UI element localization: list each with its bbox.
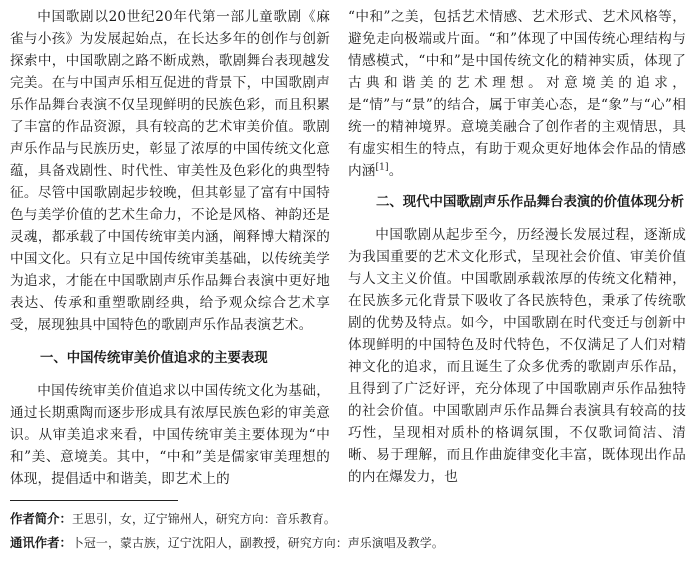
footnote-divider	[10, 500, 178, 501]
section-two-heading: 二、现代中国歌剧声乐作品舞台表演的价值体现分析	[376, 195, 684, 210]
section-one-paragraph: 中国传统审美价值追求以中国传统文化为基础，通过长期熏陶而逐步形成具有浓厚民族色彩的审美意识。从审美追求来看，中国传统审美主要体现为“中和”美、意境美。其中，“中和”美是儒家审美理想的体现，提倡适中和谐美，即艺术上的	[10, 383, 330, 487]
section-one-heading: 一、中国传统审美价值追求的主要表现	[40, 351, 268, 366]
continued-paragraph	[348, 6, 686, 182]
intro-paragraph: 中国歌剧以20世纪20年代第一部儿童歌剧《麻雀与小孩》为发展起始点，在长达多年的创作与创新探索中，中国歌剧之路不断成熟，歌剧舞台表现越发完美。在与中国声乐相互促进的背景下，中国歌剧声乐作品舞台表演不仅呈现鲜明的民族色彩，而且积累了丰富的作品资源，具有较高的艺术审美价值。歌剧声乐作品与民族历史，彰显了浓厚的中国传统文化意蕴，具备戏剧性、时代性、审美性及色彩化的典型特征。尽管中国歌剧起步较晚，但其彰显了富有中国特色与美学价值的艺术生命力，不论是风格、神韵还是灵魂，都承载了中国传统审美内涵，阐释博大精深的中国文化。只有立足中国传统审美基础，以传统美学为追求，才能在中国歌剧声乐作品舞台表演中更好地表达、传承和重塑歌剧经典，给予观众综合艺术享受，展现独具中国特色的歌剧声乐作品表演艺术。	[10, 9, 330, 333]
continued-paragraph-text: “中和”之美，包括艺术情感、艺术形式、艺术风格等，避免走向极端或片面。“和”体现了中国传统心理结构与情感模式，“中和”是中国传统文化的精神实质，体现了古典和谐美的艺术理想。对意境美的追求，是“情”与“景”的结合，属于审美心态，是“象”与“心”相统一的精神境界。意境美融合了创作者的主观情思，具有虚实相生的特点，有助于观众更好地体会作品的情感内涵	[348, 9, 686, 179]
right-column	[348, 6, 686, 488]
left-column	[10, 6, 330, 490]
author-footnote	[10, 507, 686, 531]
continued-paragraph-end: 。	[388, 163, 403, 179]
section-two-paragraph: 中国歌剧从起步至今，历经漫长发展过程，逐渐成为我国重要的艺术文化形式，呈现社会价值、审美价值与人文主义价值。中国歌剧承载浓厚的传统文化精神，在民族多元化背景下吸收了各民族特色，秉承了传统歌剧的优势及特点。如今，中国歌剧在时代变迁与创新中体现鲜明的中国特色及时代特色，不仅满足了人们对精神文化的追求，而且诞生了众多优秀的歌剧声乐作品，且得到了广泛好评，充分体现了中国歌剧声乐作品独特的社会价值。中国歌剧声乐作品舞台表演具有较高的技巧性，呈现相对质朴的格调氛围，不仅歌词简洁、清晰、易于理解，而且作曲旋律变化丰富，既体现出作品的内在爆发力，也	[348, 227, 686, 485]
author-label: 作者简介：	[10, 511, 72, 526]
corresponding-text: 卜冠一，蒙古族，辽宁沈阳人，副教授，研究方向：声乐演唱及教学。	[71, 536, 444, 550]
footnotes	[10, 507, 686, 555]
corresponding-author-footnote	[10, 531, 686, 555]
corresponding-label: 通讯作者：	[10, 535, 72, 550]
citation-marker[interactable]: [1]	[375, 162, 389, 173]
author-text: 王思引，女，辽宁锦州人，研究方向：音乐教育。	[71, 512, 336, 526]
